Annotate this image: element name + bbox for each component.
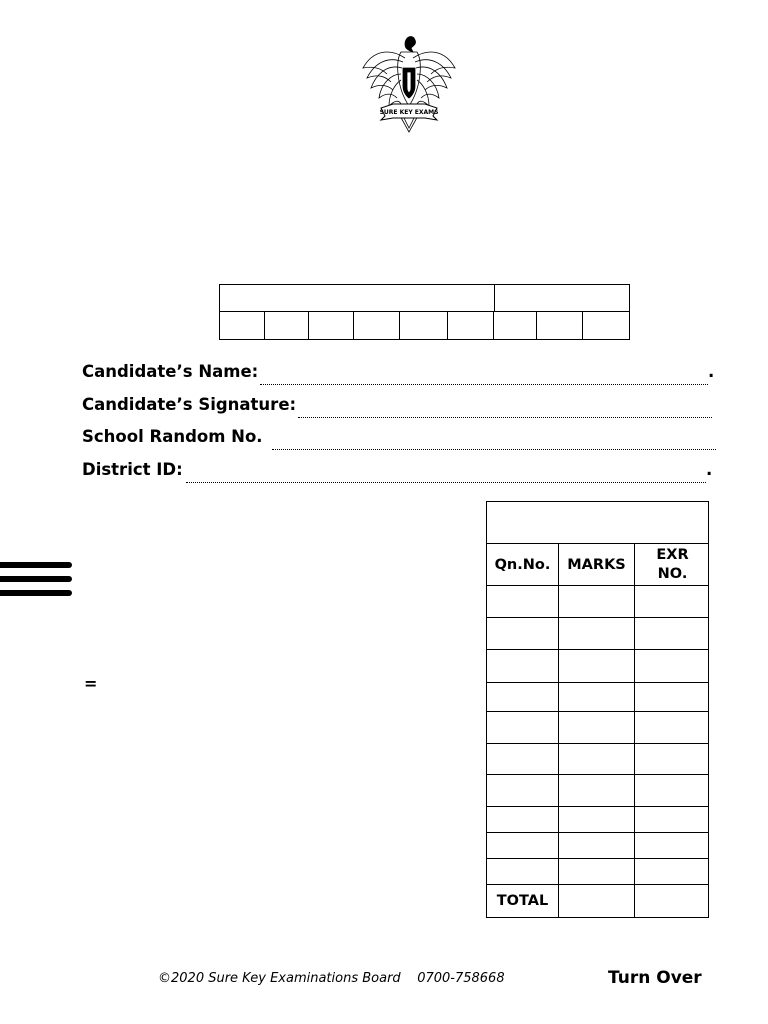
header-qn-no: Qn.No. bbox=[487, 544, 559, 586]
turn-over-label: Turn Over bbox=[608, 968, 702, 988]
candidate-name-field bbox=[82, 360, 722, 393]
table-cell[interactable] bbox=[559, 807, 635, 833]
header-marks: MARKS bbox=[559, 544, 635, 586]
index-grid-digit-row bbox=[219, 311, 630, 340]
index-digit-box[interactable] bbox=[354, 312, 400, 339]
table-cell[interactable] bbox=[559, 586, 635, 618]
marks-table-title-cell bbox=[487, 502, 709, 544]
marks-table-header-row bbox=[487, 544, 709, 586]
header-exr-no: EXR NO. bbox=[635, 544, 709, 586]
table-cell[interactable] bbox=[635, 618, 709, 650]
table-cell[interactable] bbox=[487, 859, 559, 885]
seal-motto: SURE KEY EXAMS bbox=[379, 109, 439, 116]
table-row bbox=[487, 744, 709, 775]
table-cell[interactable] bbox=[487, 586, 559, 618]
table-cell[interactable] bbox=[635, 683, 709, 712]
index-digit-box[interactable] bbox=[448, 312, 494, 339]
table-cell[interactable] bbox=[487, 744, 559, 775]
index-digit-box[interactable] bbox=[309, 312, 354, 339]
table-cell[interactable] bbox=[487, 683, 559, 712]
table-row bbox=[487, 618, 709, 650]
index-grid-section-b bbox=[495, 285, 629, 311]
line-end-period: . bbox=[706, 459, 713, 479]
district-id-field bbox=[82, 458, 722, 491]
table-cell[interactable] bbox=[559, 744, 635, 775]
eagle-seal-logo bbox=[355, 28, 463, 136]
table-cell[interactable] bbox=[635, 712, 709, 744]
table-cell[interactable] bbox=[559, 833, 635, 859]
table-row bbox=[487, 859, 709, 885]
margin-bar bbox=[0, 590, 72, 596]
line-end-period: . bbox=[708, 362, 715, 381]
table-cell[interactable] bbox=[635, 586, 709, 618]
table-cell[interactable] bbox=[487, 807, 559, 833]
equals-sign: = bbox=[84, 674, 98, 693]
total-marks-cell[interactable] bbox=[559, 885, 635, 918]
table-row bbox=[487, 833, 709, 859]
candidate-name-line[interactable] bbox=[260, 360, 708, 385]
table-row bbox=[487, 586, 709, 618]
table-cell[interactable] bbox=[635, 650, 709, 683]
table-cell[interactable] bbox=[559, 683, 635, 712]
index-grid-top-row bbox=[219, 284, 630, 311]
index-number-grid bbox=[219, 284, 630, 340]
total-exr-cell[interactable] bbox=[635, 885, 709, 918]
margin-bar bbox=[0, 562, 72, 568]
table-row bbox=[487, 712, 709, 744]
school-random-no-label: School Random No. bbox=[82, 427, 263, 446]
margin-bars bbox=[0, 562, 72, 604]
candidate-signature-field bbox=[82, 393, 722, 426]
table-row bbox=[487, 807, 709, 833]
district-id-label: District ID: bbox=[82, 459, 183, 479]
table-cell[interactable] bbox=[635, 744, 709, 775]
index-grid-section-a bbox=[220, 285, 495, 311]
index-digit-box[interactable] bbox=[265, 312, 309, 339]
table-cell[interactable] bbox=[559, 775, 635, 807]
table-cell[interactable] bbox=[487, 712, 559, 744]
table-cell[interactable] bbox=[487, 650, 559, 683]
candidate-name-label: Candidate’s Name: bbox=[82, 362, 259, 381]
school-random-no-line[interactable] bbox=[272, 425, 716, 450]
copyright-footer: ©2020 Sure Key Examinations Board 0700-758668 bbox=[158, 971, 505, 986]
table-cell[interactable] bbox=[487, 618, 559, 650]
index-digit-box[interactable] bbox=[220, 312, 265, 339]
total-label: TOTAL bbox=[487, 885, 559, 918]
table-row bbox=[487, 683, 709, 712]
index-digit-box[interactable] bbox=[400, 312, 448, 339]
table-cell[interactable] bbox=[559, 618, 635, 650]
candidate-signature-line[interactable] bbox=[298, 393, 712, 418]
total-row bbox=[487, 885, 709, 918]
table-cell[interactable] bbox=[559, 859, 635, 885]
table-cell[interactable] bbox=[635, 807, 709, 833]
table-row bbox=[487, 775, 709, 807]
index-digit-box[interactable] bbox=[537, 312, 583, 339]
table-cell[interactable] bbox=[487, 775, 559, 807]
table-cell[interactable] bbox=[635, 859, 709, 885]
table-cell[interactable] bbox=[559, 650, 635, 683]
candidate-details bbox=[82, 360, 722, 490]
district-id-line[interactable] bbox=[186, 458, 706, 483]
table-cell[interactable] bbox=[635, 775, 709, 807]
school-random-no-field bbox=[82, 425, 722, 458]
table-cell[interactable] bbox=[635, 833, 709, 859]
candidate-signature-label: Candidate’s Signature: bbox=[82, 394, 297, 414]
marks-table bbox=[486, 501, 709, 918]
table-row bbox=[487, 650, 709, 683]
index-digit-box[interactable] bbox=[583, 312, 629, 339]
table-cell[interactable] bbox=[487, 833, 559, 859]
index-digit-box[interactable] bbox=[494, 312, 537, 339]
table-cell[interactable] bbox=[559, 712, 635, 744]
margin-bar bbox=[0, 576, 72, 582]
